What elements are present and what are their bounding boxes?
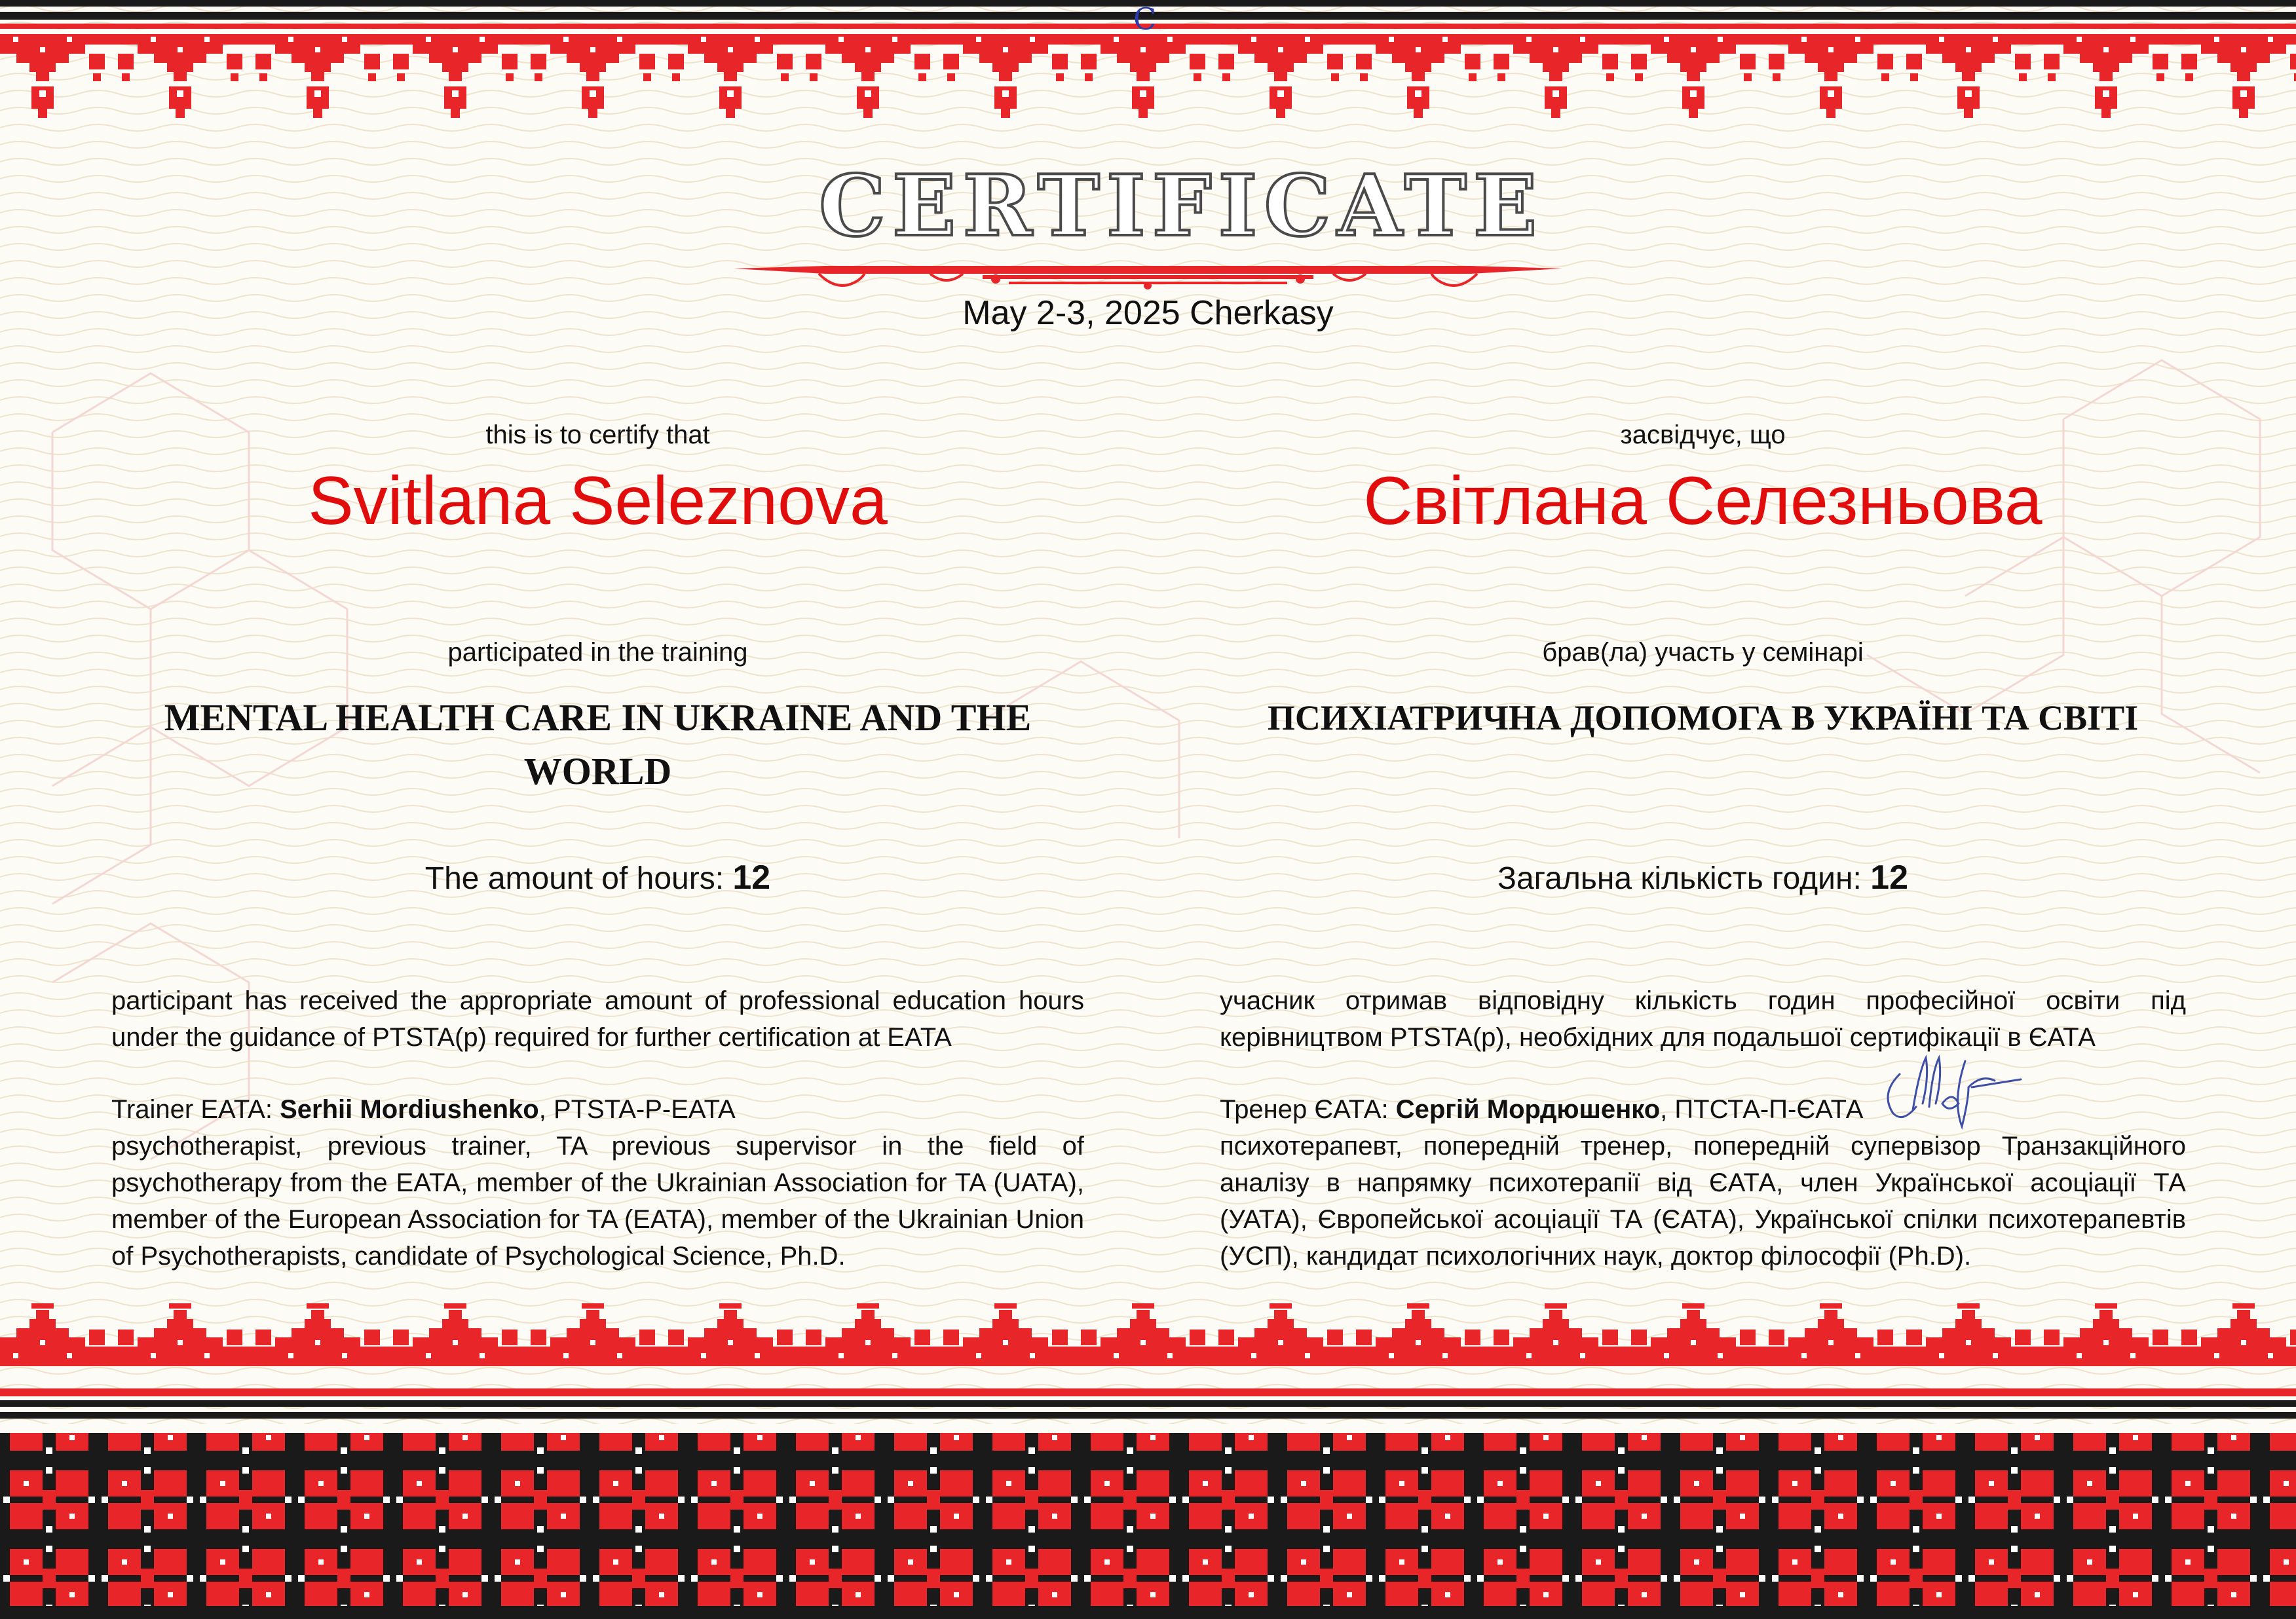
title-flourish — [734, 254, 1562, 293]
trainer-name-ua: Сергій Мордюшенко — [1395, 1095, 1661, 1124]
course-title-ua: ПСИХІАТРИЧНА ДОПОМОГА В УКРАЇНІ ТА СВІТІ — [1267, 698, 2139, 737]
received-paragraph: participant has received the appropriate amount of professional education hours under the guidance of PTSTA(p) required for further certification at EATA — [111, 986, 1084, 1052]
trainer-name: Serhii Mordiushenko — [280, 1095, 539, 1124]
course-title: MENTAL HEALTH CARE IN UKRAINE AND THE WORLD — [164, 696, 1032, 792]
recipient-name-ua: Світлана Селезньова — [1363, 463, 2042, 539]
hours-value-ua: 12 — [1870, 859, 1908, 897]
certify-text-ua: засвідчує, що — [1620, 420, 1786, 449]
hours-label-ua: Загальна кількість годин: — [1497, 861, 1862, 896]
received-paragraph-ua: учасник отримав відповідну кількість годин професійної освіти під керівництвом PTSTA(p), необхідних для подальшої сертифікації в ЄАТА — [1220, 986, 2186, 1052]
trainer-title: , PTSTA-P-EATA — [538, 1095, 736, 1124]
trainer-paragraph — [111, 1091, 1084, 1275]
trainer-title-ua: , ПТСТА-П-ЄАТА — [1660, 1095, 1864, 1124]
header-mark: C — [1133, 1, 1157, 37]
trainer-label-ua: Тренер ЄАТА: — [1220, 1095, 1389, 1124]
certify-text: this is to certify that — [485, 420, 710, 449]
trainer-label: Trainer EATA: — [111, 1095, 273, 1124]
trainer-signature — [1873, 1048, 2024, 1133]
date-place: May 2-3, 2025 Cherkasy — [962, 294, 1334, 332]
trainer-paragraph-ua — [1220, 1091, 2186, 1275]
recipient-name: Svitlana Seleznova — [308, 463, 888, 539]
hours-label: The amount of hours: — [424, 861, 725, 896]
certificate-title: CERTIFICATE — [819, 157, 1544, 255]
trainer-bio-ua: психотерапевт, попередній тренер, попередній супервізор Транзакційного аналізу в напрямку психотерапії від ЄАТА, член Української асоціації ТА (УАТА), Європейської асоціації ТА (ЄАТА), Української спілки психотерапевтів (УСП), кандидат психологічних наук, доктор філософії (Ph.D). — [1220, 1132, 2186, 1271]
participated-text: participated in the training — [447, 638, 748, 667]
hours-line-ua — [1220, 858, 2186, 897]
hours-line — [111, 858, 1084, 897]
trainer-bio: psychotherapist, previous trainer, TA previous supervisor in the field of psychotherapy from the EATA, member of the Ukrainian Association for TA (UATA), member of the European Association for TA (EATA), member of the Ukrainian Union of Psychotherapists, candidate of Psychological Science, Ph.D. — [111, 1132, 1084, 1271]
bottom-embroidery-border — [0, 1303, 2296, 1619]
participated-text-ua: брав(ла) участь у семінарі — [1542, 638, 1864, 667]
hours-value: 12 — [732, 859, 771, 897]
